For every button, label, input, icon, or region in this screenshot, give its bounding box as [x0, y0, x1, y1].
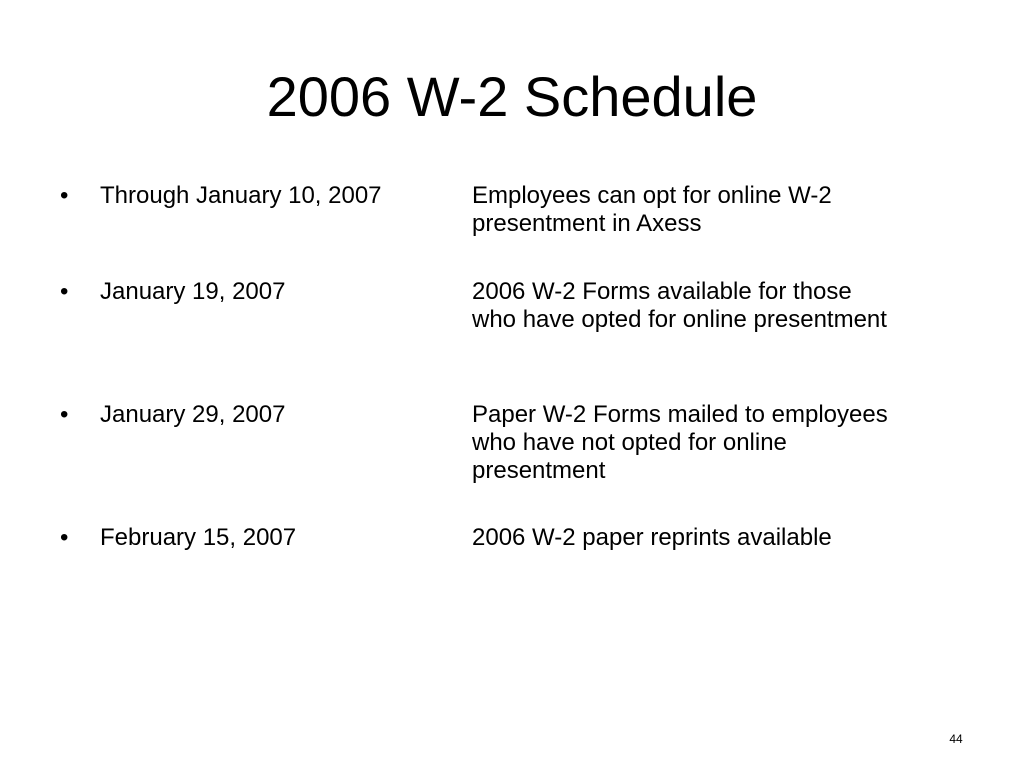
schedule-date: January 19, 2007: [100, 278, 286, 305]
bullet-icon: •: [60, 401, 69, 428]
schedule-date: February 15, 2007: [100, 524, 297, 551]
page-number: 44: [949, 732, 963, 746]
schedule-date: Through January 10, 2007: [100, 182, 382, 209]
slide-title: 2006 W-2 Schedule: [266, 65, 758, 128]
bullet-icon: •: [60, 182, 69, 209]
bullet-icon: •: [60, 278, 69, 305]
bullet-icon: •: [60, 524, 69, 551]
schedule-description: 2006 W-2 Forms available for those who have opted for online presentment: [472, 278, 887, 333]
schedule-description: 2006 W-2 paper reprints available: [472, 524, 832, 551]
schedule-date: January 29, 2007: [100, 401, 286, 428]
schedule-description: Paper W-2 Forms mailed to employees who have not opted for online presentment: [472, 401, 888, 484]
schedule-description: Employees can opt for online W-2 presentment in Axess: [472, 182, 832, 237]
